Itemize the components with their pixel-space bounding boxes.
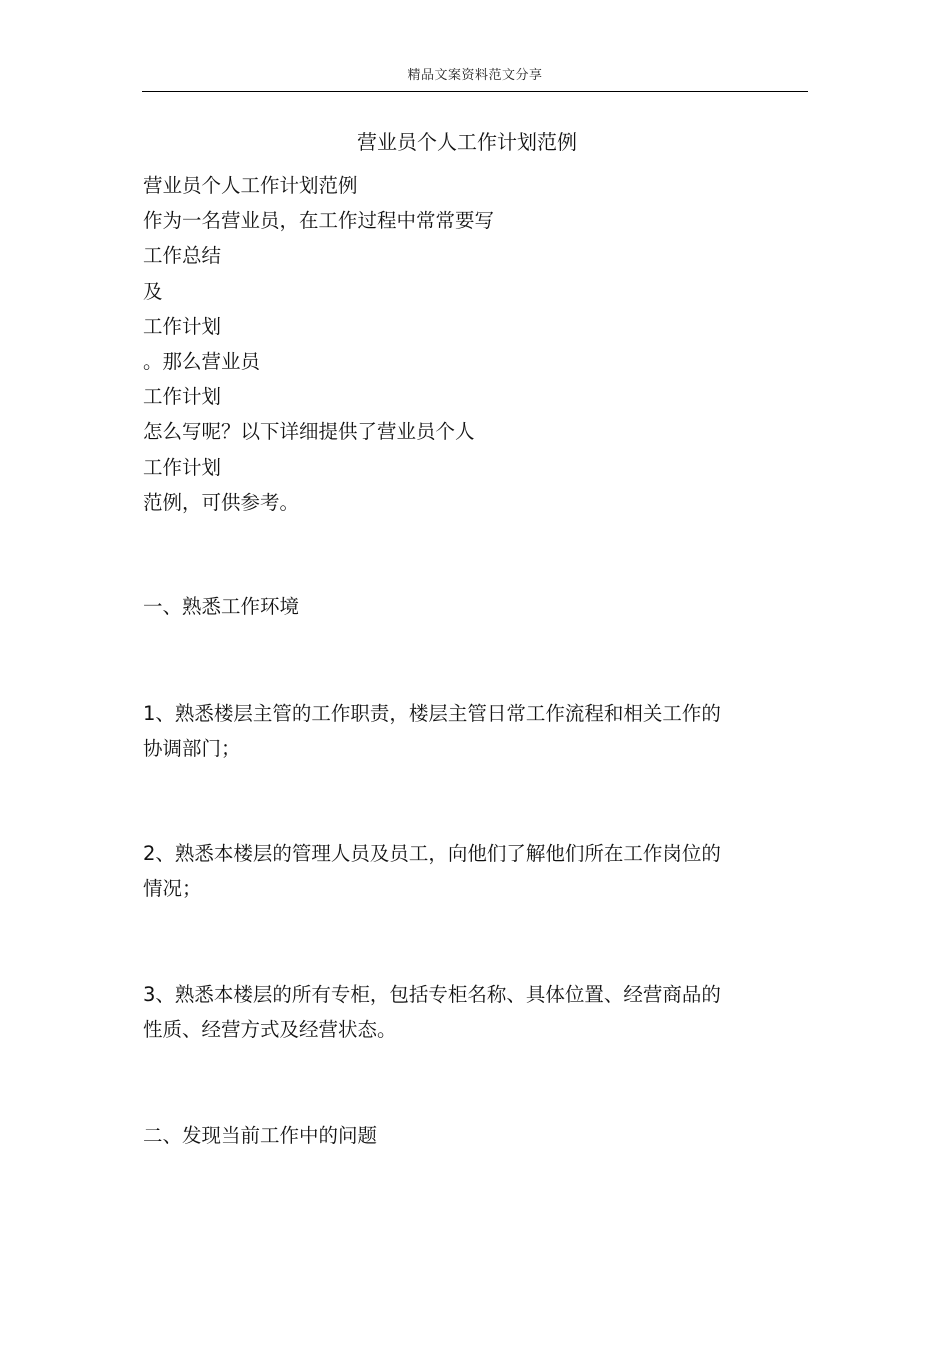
body-line: 范例，可供参考。 — [143, 491, 300, 514]
body-line: 工作计划 — [143, 456, 222, 479]
body-line: 怎么写呢？以下详细提供了营业员个人 — [143, 420, 475, 443]
document-title: 营业员个人工作计划范例 — [357, 130, 577, 154]
section-heading: 二、发现当前工作中的问题 — [143, 1124, 378, 1147]
body-line: 性质、经营方式及经营状态。 — [143, 1018, 397, 1041]
body-line: 及 — [143, 280, 163, 303]
body-line: 工作计划 — [143, 315, 222, 338]
page-header: 精品文案资料范文分享 — [407, 68, 543, 83]
body-line: 3、熟悉本楼层的所有专柜，包括专柜名称、具体位置、经营商品的 — [143, 983, 721, 1006]
body-line: 工作总结 — [143, 244, 222, 267]
body-line: 。那么营业员 — [143, 350, 261, 373]
body-line: 作为一名营业员，在工作过程中常常要写 — [143, 209, 495, 232]
body-line: 工作计划 — [143, 385, 222, 408]
body-line: 营业员个人工作计划范例 — [143, 174, 358, 197]
section-heading: 一、熟悉工作环境 — [143, 595, 300, 618]
body-line: 协调部门； — [143, 737, 241, 760]
body-line: 情况； — [143, 877, 202, 900]
header-divider — [142, 91, 808, 92]
body-line: 2、熟悉本楼层的管理人员及员工，向他们了解他们所在工作岗位的 — [143, 842, 721, 865]
body-line: 1、熟悉楼层主管的工作职责，楼层主管日常工作流程和相关工作的 — [143, 702, 721, 725]
